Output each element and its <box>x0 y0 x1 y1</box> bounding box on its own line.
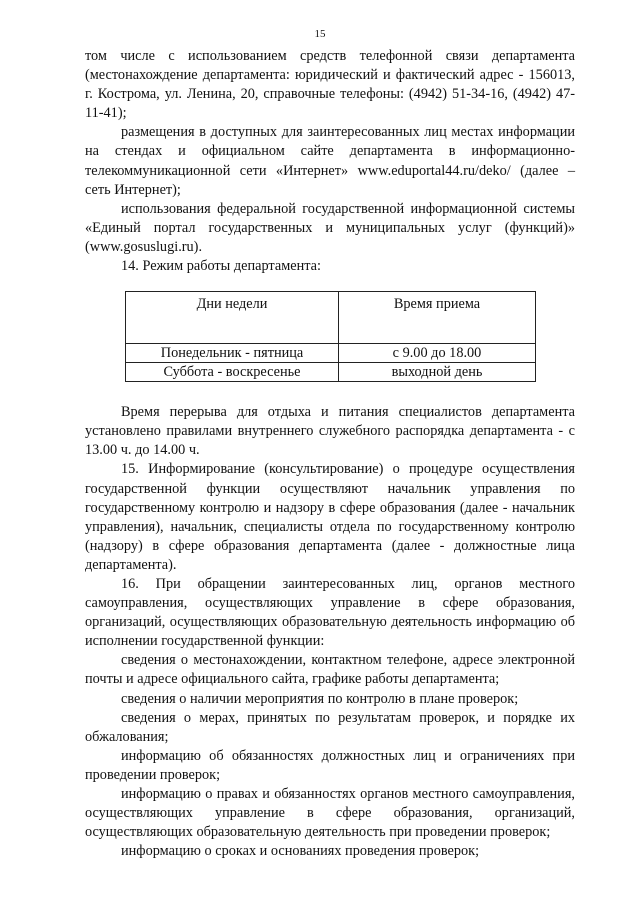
table-header-time: Время приема <box>339 292 536 344</box>
table-header-row <box>126 292 536 344</box>
document-body <box>85 47 575 861</box>
schedule-table-wrapper <box>125 291 535 382</box>
paragraph-inspection-terms: информацию о сроках и основаниях проведения проверок; <box>121 843 480 860</box>
paragraph-break-time: Время перерыва для отдыха и питания специалистов департамента установлено правилами внутреннего служебного распорядка департамента - с 13.00 ч. до 14.00 ч. <box>85 404 575 459</box>
paragraph-inspection-plan: сведения о наличии мероприятия по контролю в плане проверок; <box>121 690 519 707</box>
page-number: 15 <box>314 28 326 40</box>
paragraph-work-schedule-heading: 14. Режим работы департамента: <box>121 258 321 275</box>
table-header-days: Дни недели <box>126 292 339 344</box>
table-row <box>126 363 536 382</box>
table-cell-days: Суббота - воскресенье <box>126 363 339 382</box>
paragraph-location-info: сведения о местонахождении, контактном телефоне, адресе электронной почты и адресе официального сайта, графике работы департамента; <box>85 652 575 688</box>
table-row <box>126 344 536 363</box>
schedule-table <box>125 291 536 382</box>
paragraph-official-duties: информацию об обязанностях должностных лиц и ограничениях при проведении проверок; <box>85 747 575 783</box>
paragraph-section-15: 15. Информирование (консультирование) о процедуре осуществления государственной функции осуществляют начальник управления по государственному контролю и надзору в сфере образования (далее - начальник управления), начальник, специалисты отдела по государственному контролю (надзору) в сфере образования департамента (далее - должностные лица департамента). <box>85 461 575 573</box>
paragraph-measures-taken: сведения о мерах, принятых по результатам проверок, и порядке их обжалования; <box>85 709 575 745</box>
paragraph-info-stands: размещения в доступных для заинтересованных лиц местах информации на стендах и официальном сайте департамента в информационно-телекоммуникационной сети «Интернет» www.eduportal44.ru/deko/ (далее – сеть Интернет); <box>85 124 575 198</box>
paragraph-section-16: 16. При обращении заинтересованных лиц, органов местного самоуправления, осуществляющих управление в сфере образования, организаций, осуществляющих образовательную деятельность информацию об исполнении государственной функции: <box>85 575 575 650</box>
table-cell-time: выходной день <box>339 363 536 382</box>
paragraph-phone-contact: том числе с использованием средств телефонной связи департамента (местонахождение департамента: юридический и фактический адрес - 156013, г. Кострома, ул. Ленина, 20, справочные телефоны: (4942) 51-34-16, (4942) 47-11-41); <box>85 48 575 122</box>
paragraph-rights-obligations: информацию о правах и обязанностях органов местного самоуправления, осуществляющих управление в сфере образования, организаций, осуществляющих образовательную деятельность при проведении проверок; <box>85 786 575 841</box>
paragraph-unified-portal: использования федеральной государственной информационной системы «Единый портал государственных и муниципальных услуг (функций)» (www.gosuslugi.ru). <box>85 200 575 255</box>
table-cell-days: Понедельник - пятница <box>126 344 339 363</box>
table-cell-time: с 9.00 до 18.00 <box>339 344 536 363</box>
